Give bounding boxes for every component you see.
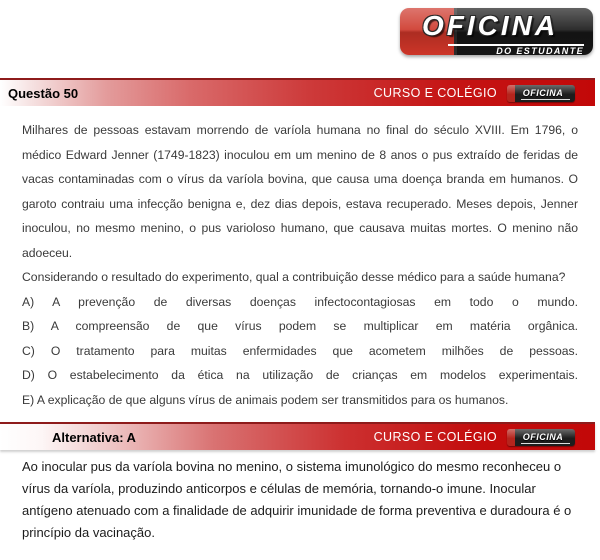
answer-title: [0, 430, 136, 445]
question-prompt: Considerando o resultado do experimento, qual a contribuição desse médico para a saúde humana?: [22, 270, 566, 284]
oficina-logo-wordmark: OFICINA: [422, 10, 559, 41]
oficina-logo-tagline: DO ESTUDANTE: [496, 46, 584, 56]
oficina-logo: [400, 8, 593, 55]
question-body: [22, 106, 578, 412]
answer-letter: A: [126, 429, 136, 445]
oficina-mini-logo: [507, 85, 575, 102]
answer-bar-right: [374, 429, 595, 446]
options-list: [22, 290, 578, 413]
question-header-bar: [0, 78, 595, 106]
option-e: E) A explicação de que alguns vírus de animais podem ser transmitidos para os humanos.: [22, 392, 509, 407]
org-label: CURSO E COLÉGIO: [373, 86, 497, 100]
option-c: C) O tratamento para muitas enfermidades que acometem milhões de pessoas.: [22, 343, 578, 358]
masthead: [0, 0, 600, 78]
option-d: D) O estabelecimento da ética na utilização de crianças em modelos experimentais.: [22, 368, 578, 382]
org-label: CURSO E COLÉGIO: [373, 430, 497, 444]
option-b: B) A compreensão de que vírus podem se multiplicar em matéria orgânica.: [22, 319, 578, 333]
answer-explanation: Ao inocular pus da varíola bovina no menino, o sistema imunológico do mesmo reconheceu o vírus da varíola, produzindo anticorpos e células de memória, tornando-o imune. Inocular antígeno atenuado com a finalidade de adquirir imunidade de forma preventiva e duradoura é o princípio da vacinação.: [22, 459, 572, 540]
question-bar-right: [374, 85, 595, 102]
answer-header-bar: [0, 422, 595, 450]
oficina-mini-logo: [507, 429, 575, 446]
answer-label: Alternativa:: [52, 429, 124, 445]
option-a: A) A prevenção de diversas doenças infectocontagiosas em todo o mundo.: [22, 294, 578, 309]
question-intro: Milhares de pessoas estavam morrendo de varíola humana no final do século XVIII. Em 1796, o médico Edward Jenner (1749-1823) inoculou em um menino de 8 anos o pus extraído de feridas de vacas contaminadas com o vírus da varíola bovina, que causa uma doença branda em humanos. O garoto contraiu uma infecção benigna e, dez dias depois, estava recuperado. Meses depois, Jenner inoculou, no mesmo menino, o pus varioloso humano, que causava muitas mortes. O menino não adoeceu.: [22, 123, 578, 260]
oficina-mini-logo-tagline-line: [521, 99, 570, 100]
oficina-mini-logo-wordmark: OFICINA: [522, 88, 564, 98]
oficina-mini-logo-wordmark: OFICINA: [522, 432, 564, 442]
oficina-mini-logo-tagline-line: [521, 443, 570, 444]
question-number: Questão 50: [8, 85, 79, 101]
